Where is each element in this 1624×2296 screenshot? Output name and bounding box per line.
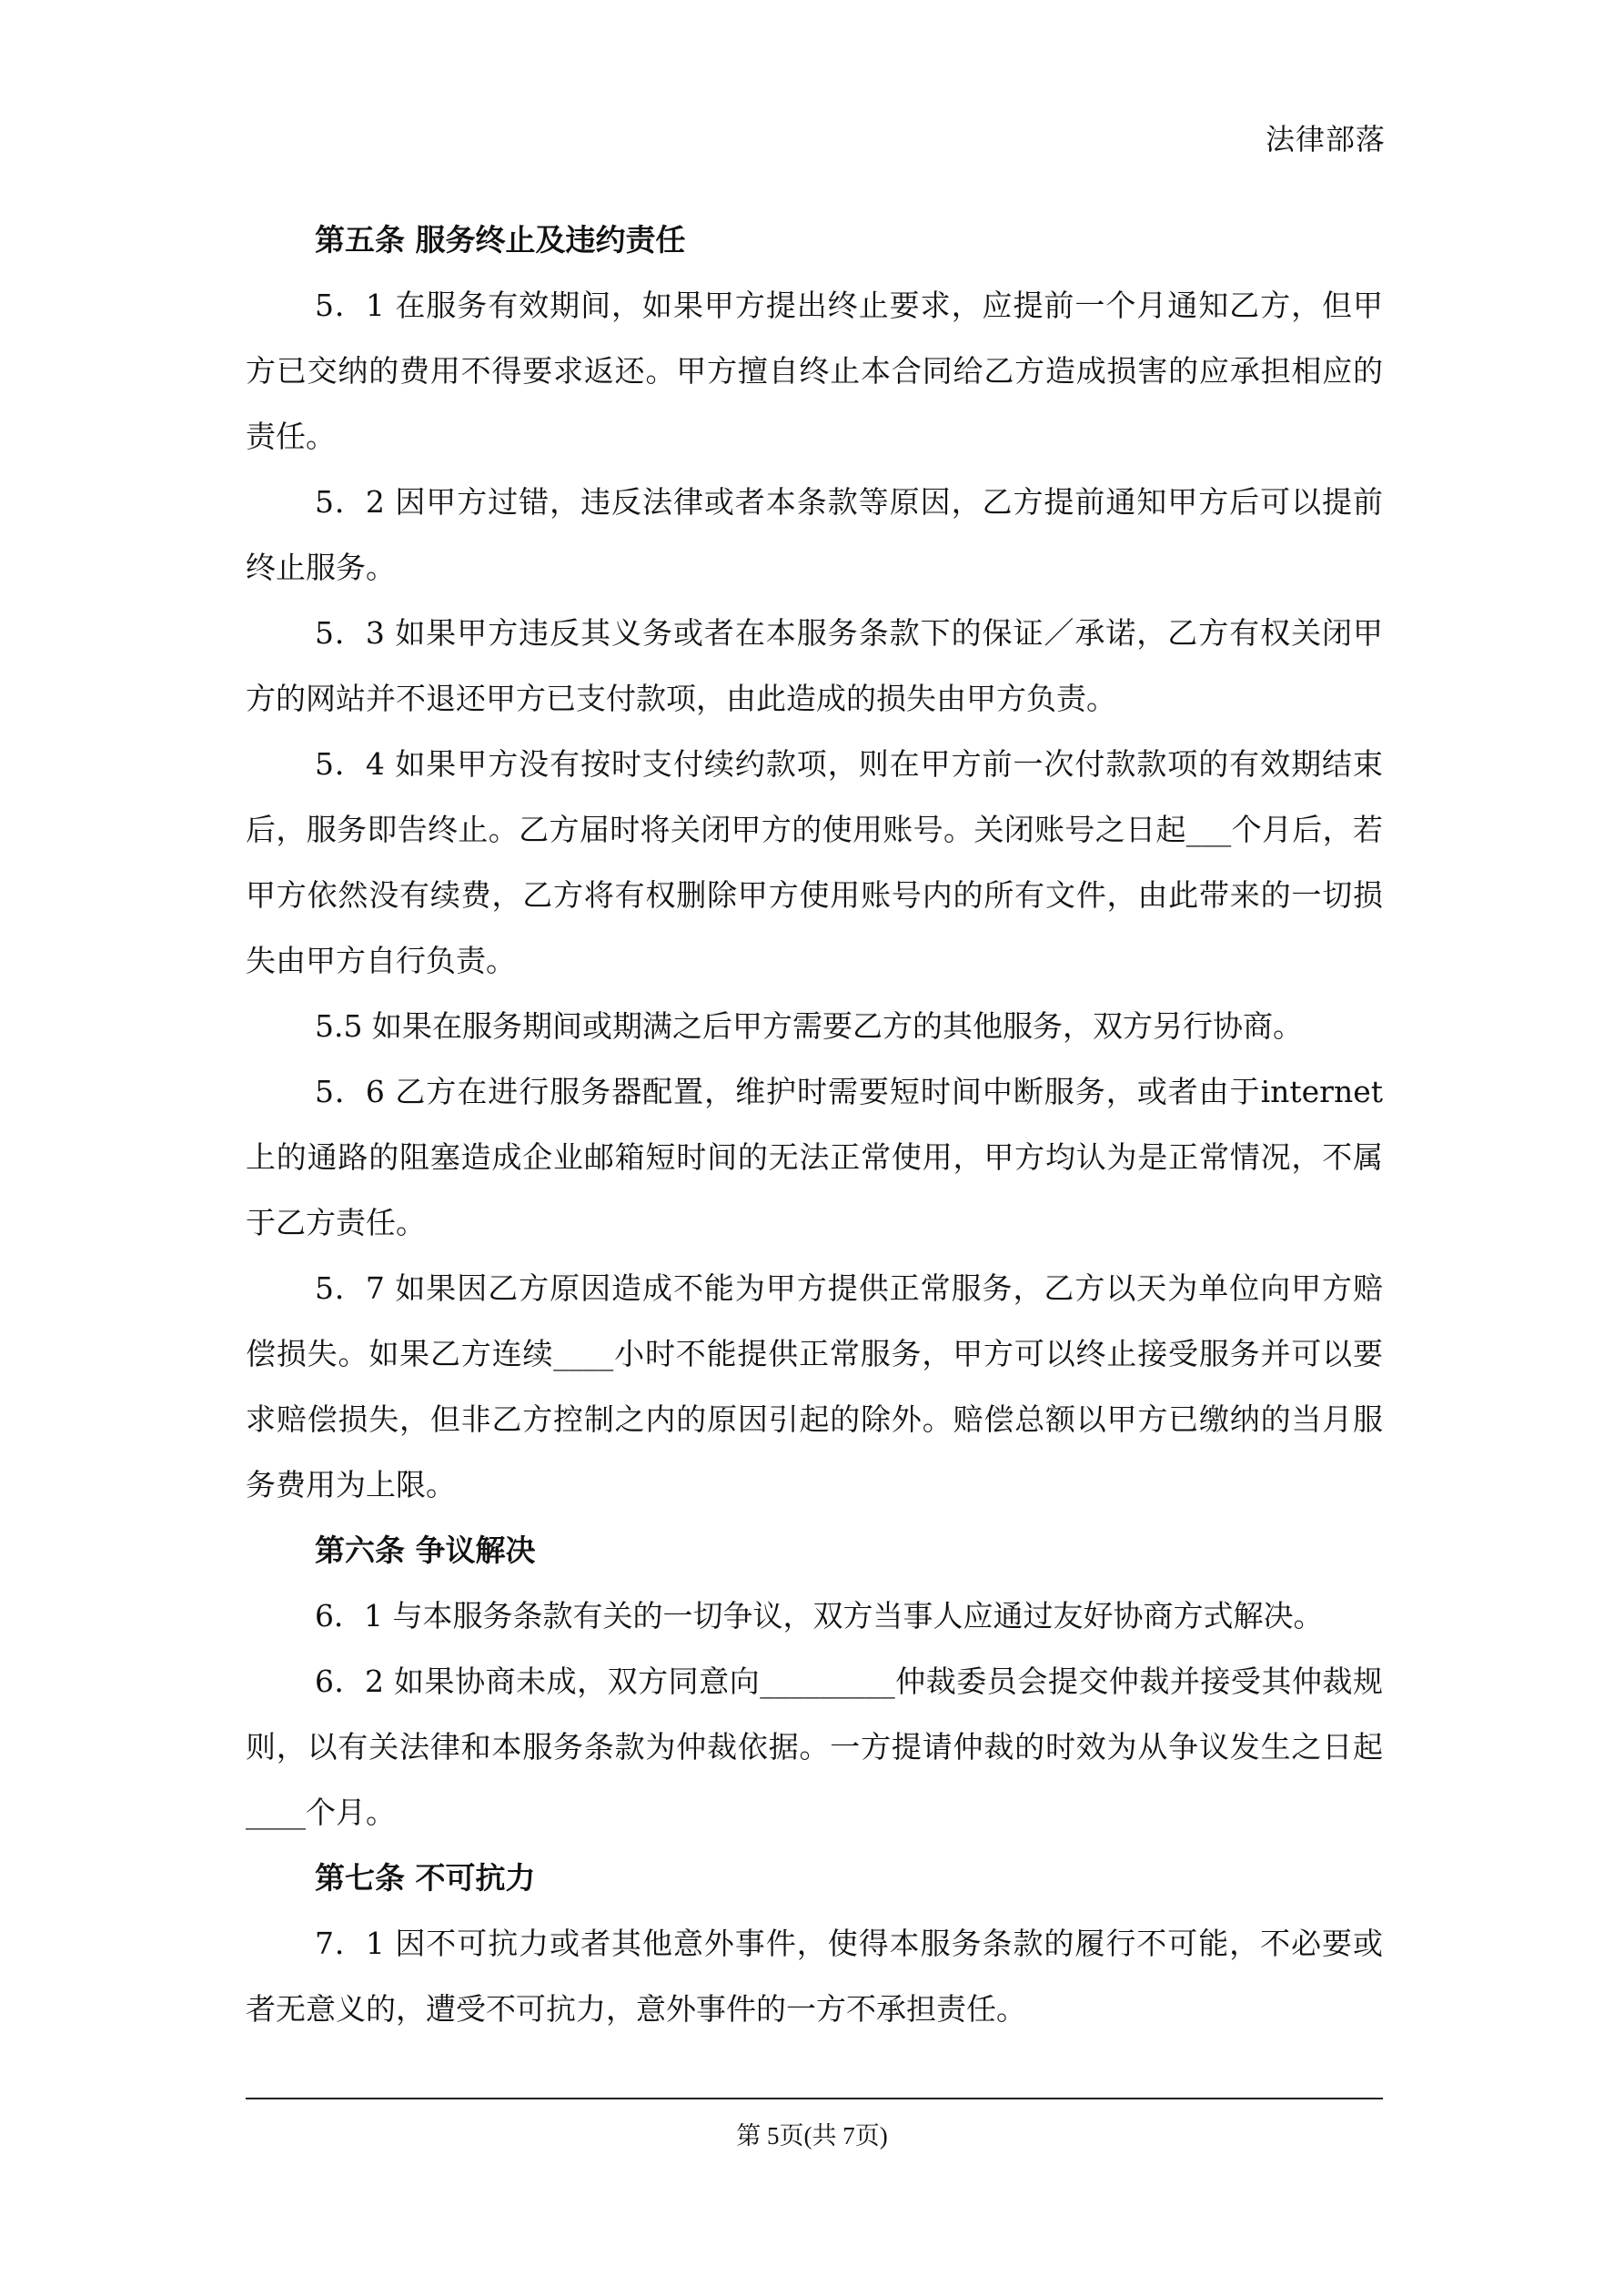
clause-5-7: 5．7 如果因乙方原因造成不能为甲方提供正常服务，乙方以天为单位向甲方赔偿损失。如果乙方连续____小时不能提供正常服务，甲方可以终止接受服务并可以要求赔偿损失，但非乙方控制之内的原因引起的除外。赔偿总额以甲方已缴纳的当月服务费用为上限。 <box>246 1270 1383 1502</box>
section-title-6: 第六条 争议解决 <box>315 1532 536 1568</box>
clause-5-1: 5．1 在服务有效期间，如果甲方提出终止要求，应提前一个月通知乙方，但甲方已交纳的费用不得要求返还。甲方擅自终止本合同给乙方造成损害的应承担相应的责任。 <box>246 288 1383 454</box>
clause-5-6: 5．6 乙方在进行服务器配置，维护时需要短时间中断服务，或者由于internet上的通路的阻塞造成企业邮箱短时间的无法正常使用，甲方均认为是正常情况，不属于乙方责任。 <box>246 1074 1383 1240</box>
footer-divider <box>246 2098 1383 2099</box>
page-number: 第 5页(共 7页) <box>736 2122 888 2149</box>
clause-5-5: 5.5 如果在服务期间或期满之后甲方需要乙方的其他服务，双方另行协商。 <box>315 1008 1303 1044</box>
clause-5-3: 5．3 如果甲方违反其义务或者在本服务条款下的保证／承诺，乙方有权关闭甲方的网站并不退还甲方已支付款项，由此造成的损失由甲方负责。 <box>246 615 1383 716</box>
clause-6-1: 6．1 与本服务条款有关的一切争议，双方当事人应通过友好协商方式解决。 <box>315 1598 1324 1633</box>
document-body <box>246 207 1383 2042</box>
clause-5-2: 5．2 因甲方过错，违反法律或者本条款等原因，乙方提前通知甲方后可以提前终止服务。 <box>246 484 1383 585</box>
clause-6-2: 6．2 如果协商未成，双方同意向_________仲裁委员会提交仲裁并接受其仲裁规则，以有关法律和本服务条款为仲裁依据。一方提请仲裁的时效为从争议发生之日起____个月。 <box>246 1664 1383 1830</box>
header-brand: 法律部落 <box>1265 122 1386 157</box>
section-title-5: 第五条 服务终止及违约责任 <box>315 222 686 258</box>
section-title-7: 第七条 不可抗力 <box>315 1860 536 1896</box>
clause-5-4: 5．4 如果甲方没有按时支付续约款项，则在甲方前一次付款款项的有效期结束后，服务即告终止。乙方届时将关闭甲方的使用账号。关闭账号之日起___个月后，若甲方依然没有续费，乙方将有权删除甲方使用账号内的所有文件，由此带来的一切损失由甲方自行负责。 <box>246 746 1383 978</box>
clause-7-1: 7．1 因不可抗力或者其他意外事件，使得本服务条款的履行不可能，不必要或者无意义的，遭受不可抗力，意外事件的一方不承担责任。 <box>246 1926 1383 2027</box>
